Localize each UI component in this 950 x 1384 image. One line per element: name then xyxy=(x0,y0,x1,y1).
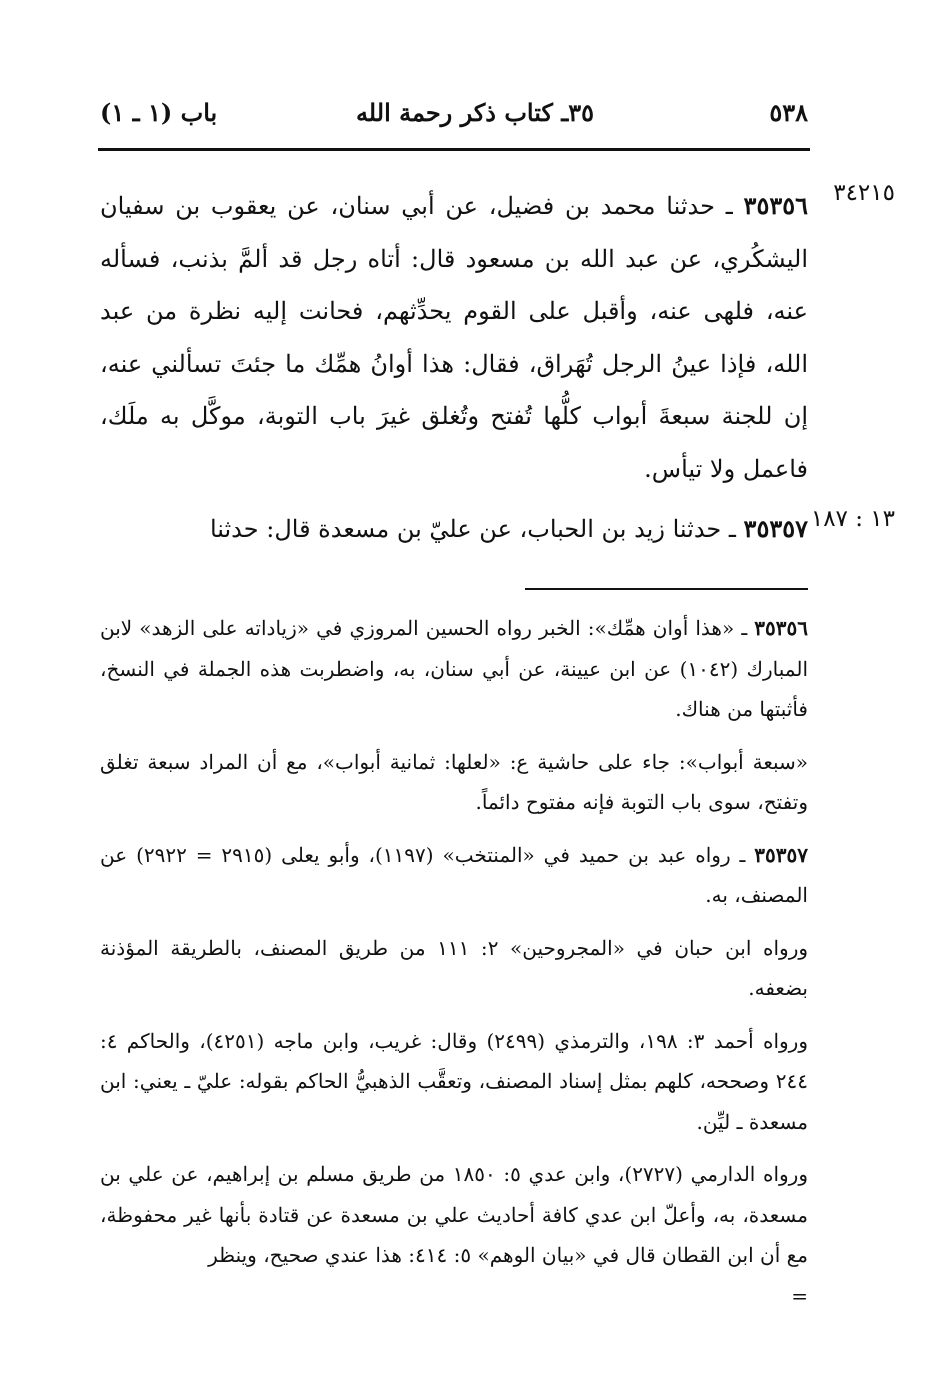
main-text xyxy=(100,180,808,556)
footnote-number: ٣٥٣٥٧ xyxy=(754,842,808,867)
footnote xyxy=(100,835,808,916)
footnote xyxy=(100,742,808,823)
hadith-number: ٣٥٣٥٦ xyxy=(743,191,808,220)
footnote xyxy=(100,928,808,1009)
hadith-entry xyxy=(100,180,808,495)
footnote xyxy=(100,608,808,730)
footnote-text: ورواه الدارمي (٢٧٢٧)، وابن عدي ٥: ١٨٥٠ من طريق مسلم بن إبراهيم، عن علي بن مسعدة، به، وأعلّ ابن عدي كافة أحاديث علي بن مسعدة عن قتادة بأنها غير محفوظة، مع أن ابن القطان قال في «بيان الوهم» ٥: ٤١٤: هذا عندي صحيح، وينظر xyxy=(100,1162,808,1267)
continuation-mark: = xyxy=(791,1283,808,1308)
footnotes xyxy=(100,608,808,1316)
chapter-heading: باب (١ ـ ١) xyxy=(100,98,218,127)
hadith-entry xyxy=(100,503,808,556)
footnote-text: ورواه ابن حبان في «المجروحين» ٢: ١١١ من طريق المصنف، بالطريقة المؤذنة بضعفه. xyxy=(100,935,809,1000)
footnote-text: ورواه أحمد ٣: ١٩٨، والترمذي (٢٤٩٩) وقال: غريب، وابن ماجه (٤٢٥١)، والحاكم ٤: ٢٤٤ وصححه، كلهم بمثل إسناد المصنف، وتعقَّب الذهبيُّ الحاكم بقوله: عليّ ـ يعني: ابن مسعدة ـ ليِّن. xyxy=(100,1028,808,1134)
header-rule xyxy=(98,148,810,151)
footnote-text: ـ رواه عبد بن حميد في «المنتخب» (١١٩٧)، وأبو يعلى (٢٩١٥ = ٢٩٢٢) عن المصنف، به. xyxy=(100,842,808,907)
hadith-text: ـ حدثنا محمد بن فضيل، عن أبي سنان، عن يعقوب بن سفيان اليشكُري، عن عبد الله بن مسعود قال: أتاه رجل قد ألمَّ بذنب، فسأله عنه، فلهى عنه، وأقبل على القوم يحدِّثهم، فحانت إليه نظرة من عبد الله، فإذا عينُ الرجل تُهَراق، فقال: هذا أوانُ همِّك ما جئتَ تسألني عنه، إن للجنة سبعةَ أبواب كلُّها تُفتح وتُغلق غيرَ باب التوبة، موكَّل به ملَك، فاعمل ولا تيأس. xyxy=(100,192,808,483)
footnote xyxy=(100,1021,808,1143)
footnote-text: ـ «هذا أوان همِّك»: الخبر رواه الحسين المروزي في «زياداته على الزهد» لابن المبارك (١٠٤٢) عن ابن عيينة، عن أبي سنان، به، واضطربت هذه الجملة في النسخ، فأثبتها من هناك. xyxy=(100,616,808,721)
footnote xyxy=(100,1154,808,1276)
hadith-number: ٣٥٣٥٧ xyxy=(743,514,808,543)
page-number: ٥٣٨ xyxy=(769,98,808,127)
footnote-separator xyxy=(525,588,808,590)
book-title: ٣٥ـ كتاب ذكر رحمة الله xyxy=(355,98,595,127)
side-reference-2: ١٣ : ١٨٧ xyxy=(810,506,895,532)
hadith-text: ـ حدثنا زيد بن الحباب، عن عليّ بن مسعدة قال: حدثنا xyxy=(209,515,744,543)
side-reference-1: ٣٤٢١٥ xyxy=(833,180,895,206)
footnote-text: «سبعة أبواب»: جاء على حاشية ع: «لعلها: ثمانية أبواب»، مع أن المراد سبعة تغلق وتفتح، سوى باب التوبة فإنه مفتوح دائماً. xyxy=(100,749,808,814)
footnote-number: ٣٥٣٥٦ xyxy=(754,616,808,640)
